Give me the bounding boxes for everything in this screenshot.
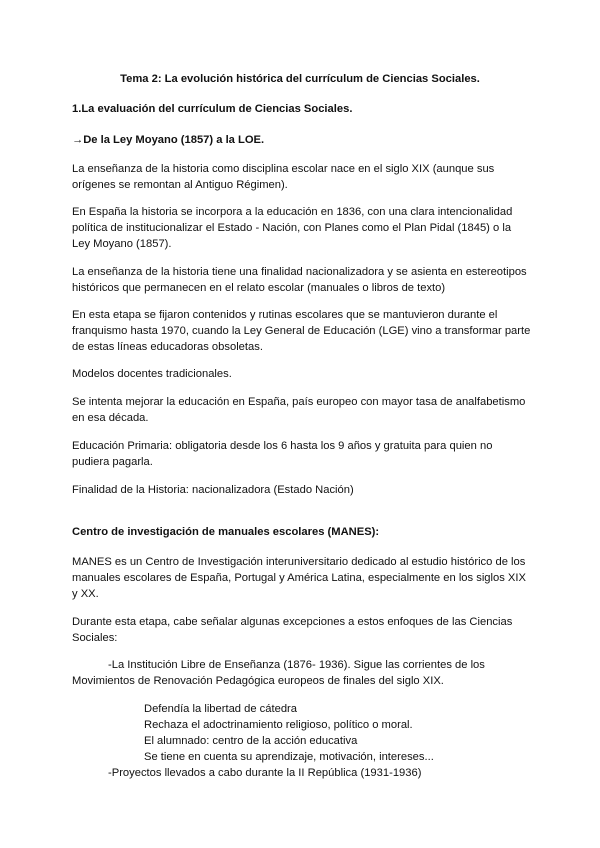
- paragraph-line: Finalidad de la Historia: nacionalizadora (Estado Nación): [72, 484, 354, 496]
- paragraph-line: franquismo hasta 1970, cuando la Ley General de Educación (LGE) vino a transformar parte: [72, 325, 531, 337]
- document-title: Tema 2: La evolución histórica del currículum de Ciencias Sociales.: [120, 73, 480, 85]
- section-heading-curriculum: 1.La evaluación del currículum de Ciencias Sociales.: [72, 103, 353, 115]
- list-item: -Proyectos llevados a cabo durante la II República (1931-1936): [108, 767, 422, 779]
- paragraph-line: Educación Primaria: obligatoria desde los 6 hasta los 9 años y gratuita para quien no: [72, 440, 493, 452]
- paragraph-line: orígenes se remontan al Antiguo Régimen).: [72, 179, 288, 191]
- sub-list-item: Defendía la libertad de cátedra: [144, 703, 297, 715]
- list-item-continuation: Movimientos de Renovación Pedagógica europeos de finales del siglo XIX.: [72, 675, 444, 687]
- paragraph-line: pudiera pagarla.: [72, 456, 153, 468]
- paragraph-line: MANES es un Centro de Investigación interuniversitario dedicado al estudio histórico de los: [72, 556, 526, 568]
- paragraph-line: La enseñanza de la historia tiene una finalidad nacionalizadora y se asienta en estereotipos: [72, 266, 527, 278]
- sub-list-item: Rechaza el adoctrinamiento religioso, político o moral.: [144, 719, 413, 731]
- paragraph-line: Modelos docentes tradicionales.: [72, 368, 232, 380]
- paragraph-line: históricos que permanecen en el relato escolar (manuales o libros de texto): [72, 282, 446, 294]
- paragraph-line: Sociales:: [72, 632, 118, 644]
- paragraph-line: manuales escolares de España, Portugal y América Latina, especialmente en los siglos XIX: [72, 572, 526, 584]
- paragraph-line: de estas líneas educadoras obsoletas.: [72, 341, 263, 353]
- sub-list-item: Se tiene en cuenta su aprendizaje, motivación, intereses...: [144, 751, 434, 763]
- section-heading-manes: Centro de investigación de manuales escolares (MANES):: [72, 526, 380, 538]
- paragraph-line: En España la historia se incorpora a la educación en 1836, con una clara intencionalidad: [72, 206, 513, 218]
- subheading-ley-moyano: →De la Ley Moyano (1857) a la LOE.: [72, 134, 265, 146]
- paragraph-line: política de institucionalizar el Estado - Nación, con Planes como el Plan Pidal (1845) o la: [72, 222, 512, 234]
- paragraph-line: en esa década.: [72, 412, 149, 424]
- paragraph-line: y XX.: [72, 588, 99, 600]
- paragraph-line: Ley Moyano (1857).: [72, 238, 172, 250]
- paragraph-line: Durante esta etapa, cabe señalar algunas excepciones a estos enfoques de las Ciencias: [72, 616, 513, 628]
- sub-list-item: El alumnado: centro de la acción educativa: [144, 735, 358, 747]
- paragraph-line: Se intenta mejorar la educación en España, país europeo con mayor tasa de analfabetismo: [72, 396, 526, 408]
- paragraph-line: La enseñanza de la historia como disciplina escolar nace en el siglo XIX (aunque sus: [72, 163, 495, 175]
- paragraph-line: En esta etapa se fijaron contenidos y rutinas escolares que se mantuvieron durante el: [72, 309, 498, 321]
- list-item: -La Institución Libre de Enseñanza (1876- 1936). Sigue las corrientes de los: [108, 659, 485, 671]
